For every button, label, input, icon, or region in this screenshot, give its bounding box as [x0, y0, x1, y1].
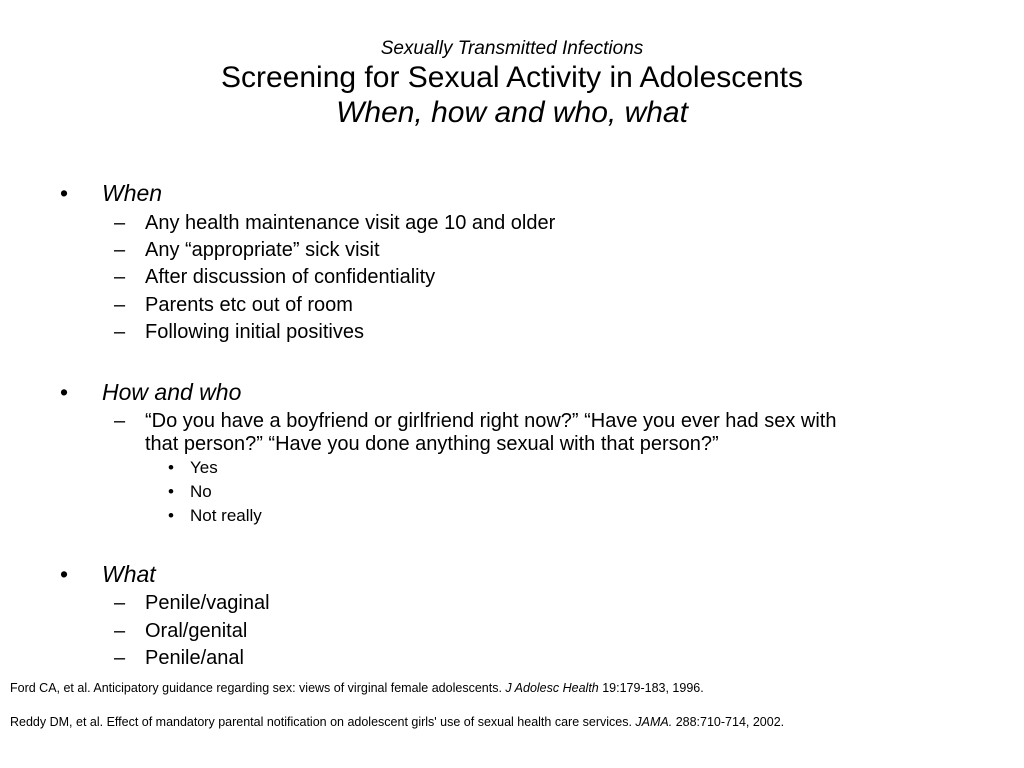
slide-supertitle: Sexually Transmitted Infections	[380, 38, 644, 59]
list-item	[114, 212, 555, 235]
bullet-icon: •	[168, 482, 174, 501]
sub-list-item-text: Not really	[190, 506, 262, 525]
list-item	[114, 266, 435, 289]
list-item	[114, 294, 353, 317]
list-item-text: Any health maintenance visit age 10 and older	[145, 212, 556, 234]
sub-list-item	[168, 506, 262, 526]
sub-list-item-text: No	[190, 482, 212, 501]
slide-subtitle: When, how and who, what	[336, 96, 688, 129]
dash-icon: –	[114, 592, 126, 614]
bullet-icon: •	[60, 180, 69, 206]
list-item-text: Following initial positives	[145, 321, 364, 343]
list-item-text: After discussion of confidentiality	[145, 266, 436, 288]
list-item-text: Parents etc out of room	[145, 294, 353, 316]
list-item-text: that person?” “Have you done anything sexual with that person?”	[145, 433, 719, 455]
section-heading-label: How and who	[102, 379, 242, 405]
dash-icon: –	[114, 294, 126, 316]
journal-name: JAMA.	[635, 715, 673, 729]
list-item	[114, 239, 380, 262]
bullet-icon: •	[168, 458, 174, 477]
bullet-icon: •	[60, 379, 69, 405]
dash-icon: –	[114, 266, 126, 288]
reference-citation: Ford CA, et al. Anticipatory guidance regarding sex: views of virginal female adolescents. J Adolesc Health 19:179-183, 1996.	[10, 681, 704, 695]
list-item-text: Penile/anal	[145, 647, 244, 669]
section-heading-label: When	[102, 180, 163, 206]
journal-name: J Adolesc Health	[505, 681, 599, 695]
list-item	[114, 592, 270, 615]
dash-icon: –	[114, 239, 126, 261]
sub-list-item	[168, 482, 212, 502]
section-heading-how-and-who	[60, 379, 241, 406]
sub-list-item	[168, 458, 218, 478]
bullet-icon: •	[60, 561, 69, 587]
section-heading-label: What	[102, 561, 156, 587]
sub-list-item-text: Yes	[190, 458, 218, 477]
section-heading-when	[60, 180, 162, 207]
dash-icon: –	[114, 647, 126, 669]
section-heading-what	[60, 561, 156, 588]
dash-icon: –	[114, 410, 126, 432]
dash-icon: –	[114, 212, 126, 234]
list-item	[114, 410, 836, 456]
bullet-icon: •	[168, 506, 174, 525]
list-item-text: Any “appropriate” sick visit	[145, 239, 380, 261]
list-item	[114, 321, 364, 344]
slide-title: Screening for Sexual Activity in Adolescents	[221, 61, 803, 94]
reference-citation: Reddy DM, et al. Effect of mandatory parental notification on adolescent girls' use of sexual health care services. JAMA. 288:710-714, 2002.	[10, 715, 785, 729]
list-item-text: Oral/genital	[145, 620, 248, 642]
dash-icon: –	[114, 321, 126, 343]
list-item-text: “Do you have a boyfriend or girlfriend right now?” “Have you ever had sex with	[145, 410, 837, 432]
list-item-text: Penile/vaginal	[145, 592, 270, 614]
list-item	[114, 647, 244, 670]
dash-icon: –	[114, 620, 126, 642]
list-item	[114, 620, 247, 643]
